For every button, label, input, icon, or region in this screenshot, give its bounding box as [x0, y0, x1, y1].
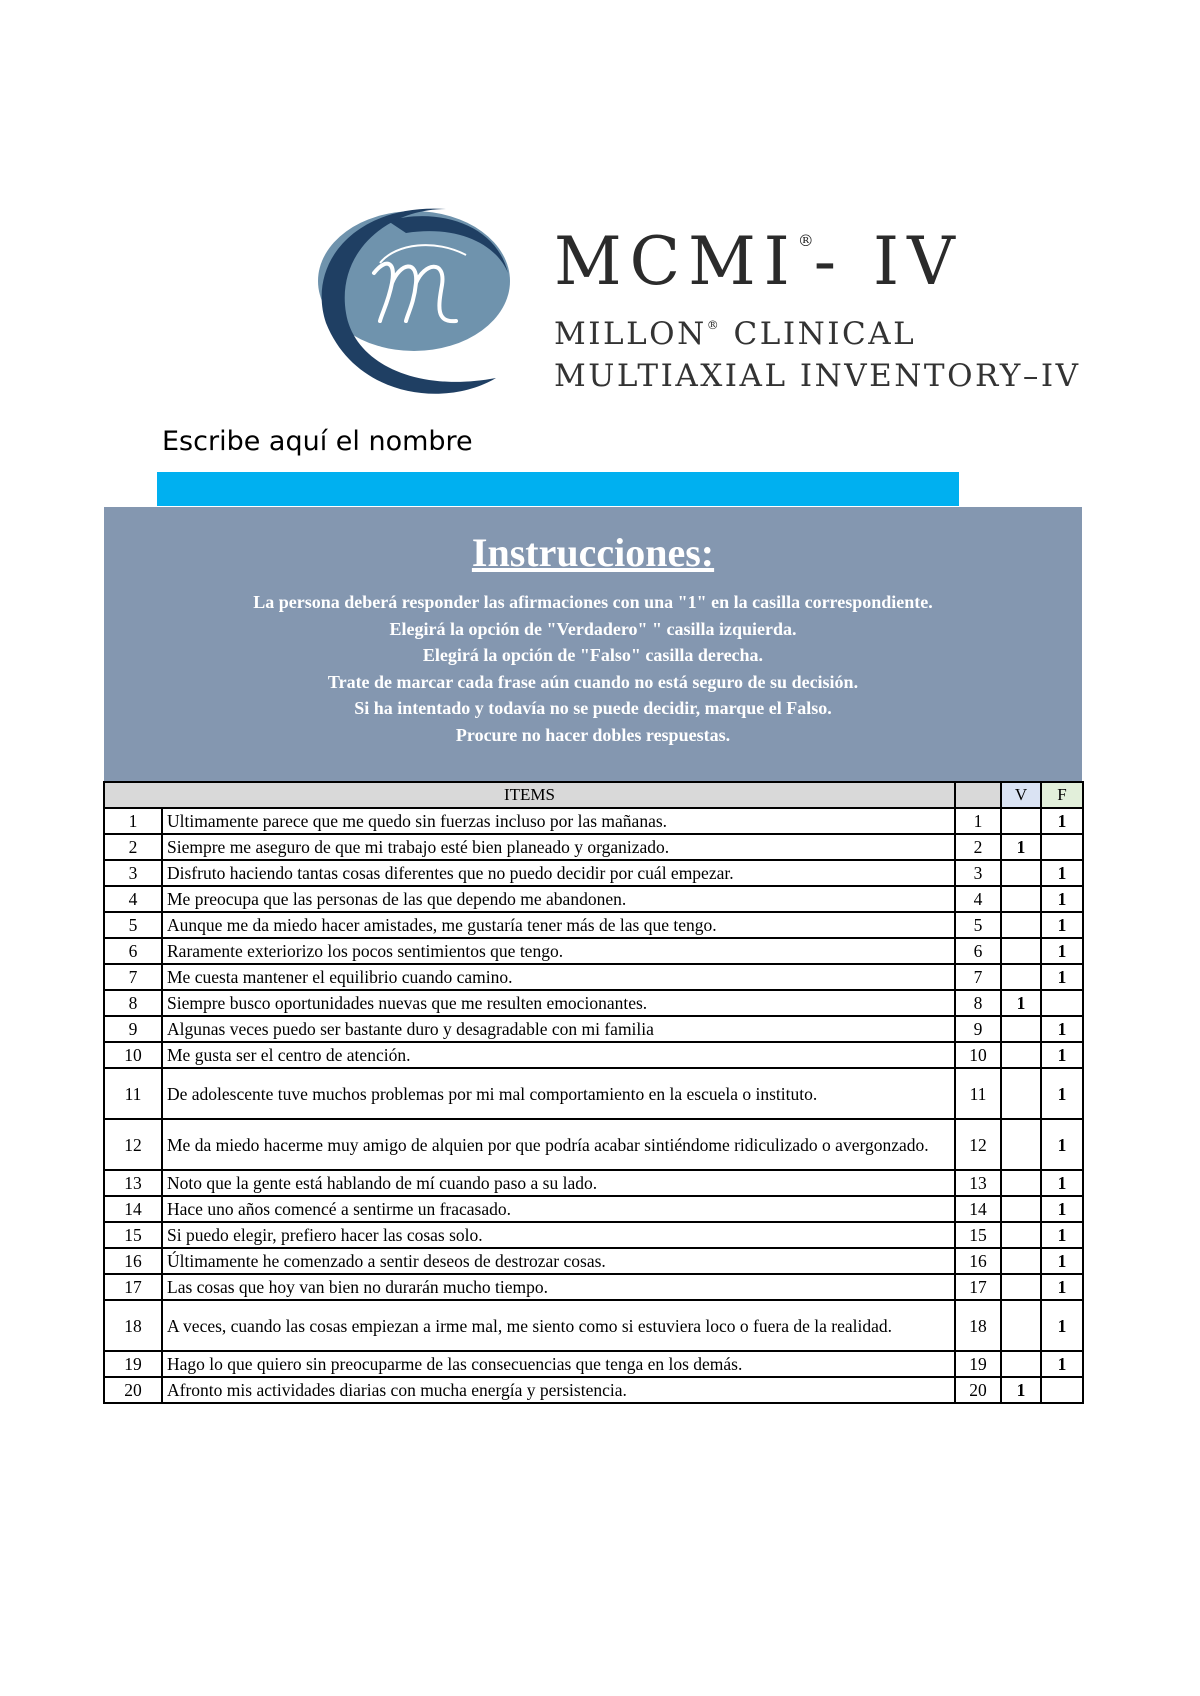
answer-f-cell[interactable]: 1 [1041, 1170, 1083, 1196]
answer-f-cell[interactable]: 1 [1041, 860, 1083, 886]
answer-v-cell[interactable]: 1 [1001, 990, 1041, 1016]
logo-subtitle-line-2: MULTIAXIAL INVENTORY–IV [554, 358, 1081, 394]
item-text: Noto que la gente está hablando de mí cuando paso a su lado. [162, 1170, 955, 1196]
item-number-repeat: 6 [955, 938, 1001, 964]
answer-v-cell[interactable] [1001, 938, 1041, 964]
table-row [104, 808, 1083, 834]
item-number-repeat: 16 [955, 1248, 1001, 1274]
item-text: Disfruto haciendo tantas cosas diferentes que no puedo decidir por cuál empezar. [162, 860, 955, 886]
table-header-row [104, 782, 1083, 808]
answer-f-cell[interactable]: 1 [1041, 1351, 1083, 1377]
answer-v-cell[interactable] [1001, 1222, 1041, 1248]
instruction-line: Elegirá la opción de "Verdadero" " casilla izquierda. [389, 618, 797, 639]
answer-v-cell[interactable]: 1 [1001, 1377, 1041, 1403]
answer-v-cell[interactable] [1001, 1351, 1041, 1377]
answer-v-cell[interactable] [1001, 912, 1041, 938]
table-row [104, 860, 1083, 886]
item-number-repeat: 11 [955, 1068, 1001, 1119]
item-number-repeat: 17 [955, 1274, 1001, 1300]
item-number: 5 [104, 912, 162, 938]
answer-f-cell[interactable]: 1 [1041, 912, 1083, 938]
table-row [104, 834, 1083, 860]
item-number-repeat: 18 [955, 1300, 1001, 1351]
answer-f-cell[interactable]: 1 [1041, 1196, 1083, 1222]
table-row [104, 1377, 1083, 1403]
logo-subtitle-line-1: MILLON® CLINICAL [554, 316, 917, 352]
table-row [104, 1196, 1083, 1222]
answer-v-cell[interactable] [1001, 1170, 1041, 1196]
instructions-title: Instrucciones: [471, 530, 715, 575]
item-text: Me da miedo hacerme muy amigo de alquien por que podría acabar sintiéndome ridiculizado o avergonzado. [162, 1119, 955, 1170]
item-number: 8 [104, 990, 162, 1016]
millon-m-emblem-icon [296, 203, 526, 403]
item-number: 18 [104, 1300, 162, 1351]
answer-f-cell[interactable]: 1 [1041, 1042, 1083, 1068]
answer-f-cell[interactable]: 1 [1041, 938, 1083, 964]
item-number: 12 [104, 1119, 162, 1170]
answer-v-cell[interactable] [1001, 1068, 1041, 1119]
item-number: 6 [104, 938, 162, 964]
answer-f-cell[interactable] [1041, 834, 1083, 860]
item-text: A veces, cuando las cosas empiezan a irme mal, me siento como si estuviera loco o fuera de la realidad. [162, 1300, 955, 1351]
item-number: 10 [104, 1042, 162, 1068]
item-number: 14 [104, 1196, 162, 1222]
answer-f-cell[interactable]: 1 [1041, 964, 1083, 990]
header-f: F [1041, 782, 1083, 808]
item-number-repeat: 14 [955, 1196, 1001, 1222]
item-number-repeat: 5 [955, 912, 1001, 938]
item-text: Aunque me da miedo hacer amistades, me gustaría tener más de las que tengo. [162, 912, 955, 938]
item-text: Me gusta ser el centro de atención. [162, 1042, 955, 1068]
table-row [104, 990, 1083, 1016]
item-number-repeat: 1 [955, 808, 1001, 834]
answer-f-cell[interactable]: 1 [1041, 1119, 1083, 1170]
instruction-line: La persona deberá responder las afirmaciones con una "1" en la casilla correspondiente. [253, 592, 933, 612]
item-text: Me preocupa que las personas de las que dependo me abandonen. [162, 886, 955, 912]
table-row [104, 1351, 1083, 1377]
item-number: 19 [104, 1351, 162, 1377]
item-text: Las cosas que hoy van bien no durarán mucho tiempo. [162, 1274, 955, 1300]
answer-v-cell[interactable] [1001, 1274, 1041, 1300]
answer-v-cell[interactable]: 1 [1001, 834, 1041, 860]
item-number: 11 [104, 1068, 162, 1119]
item-number: 2 [104, 834, 162, 860]
table-row [104, 964, 1083, 990]
item-number-repeat: 20 [955, 1377, 1001, 1403]
item-text: Ultimamente parece que me quedo sin fuerzas incluso por las mañanas. [162, 808, 955, 834]
answer-v-cell[interactable] [1001, 1300, 1041, 1351]
item-text: Raramente exteriorizo los pocos sentimientos que tengo. [162, 938, 955, 964]
table-row [104, 1119, 1083, 1170]
table-row [104, 1274, 1083, 1300]
item-number: 17 [104, 1274, 162, 1300]
item-number-repeat: 9 [955, 1016, 1001, 1042]
header-blank [955, 782, 1001, 808]
table-row [104, 912, 1083, 938]
item-number-repeat: 10 [955, 1042, 1001, 1068]
answer-v-cell[interactable] [1001, 964, 1041, 990]
item-text: Hace uno años comencé a sentirme un fracasado. [162, 1196, 955, 1222]
item-number-repeat: 7 [955, 964, 1001, 990]
item-number: 16 [104, 1248, 162, 1274]
table-row [104, 938, 1083, 964]
answer-v-cell[interactable] [1001, 1016, 1041, 1042]
answer-f-cell[interactable]: 1 [1041, 1068, 1083, 1119]
answer-f-cell[interactable]: 1 [1041, 886, 1083, 912]
table-row [104, 1222, 1083, 1248]
item-number-repeat: 12 [955, 1119, 1001, 1170]
answer-v-cell[interactable] [1001, 1196, 1041, 1222]
item-number: 20 [104, 1377, 162, 1403]
item-text: Algunas veces puedo ser bastante duro y desagradable con mi familia [162, 1016, 955, 1042]
table-row [104, 1300, 1083, 1351]
table-row [104, 1248, 1083, 1274]
instruction-line: Si ha intentado y todavía no se puede decidir, marque el Falso. [354, 698, 832, 718]
header-v: V [1001, 782, 1041, 808]
name-label: Escribe aquí el nombre [162, 426, 473, 457]
answer-f-cell[interactable]: 1 [1041, 1274, 1083, 1300]
item-number-repeat: 13 [955, 1170, 1001, 1196]
item-text: Últimamente he comenzado a sentir deseos de destrozar cosas. [162, 1248, 955, 1274]
item-text: De adolescente tuve muchos problemas por mi mal comportamiento en la escuela o instituto. [162, 1068, 955, 1119]
answer-f-cell[interactable]: 1 [1041, 1222, 1083, 1248]
item-number-repeat: 8 [955, 990, 1001, 1016]
item-number: 13 [104, 1170, 162, 1196]
header-items: ITEMS [104, 782, 955, 808]
item-text: Siempre busco oportunidades nuevas que me resulten emocionantes. [162, 990, 955, 1016]
logo-title: MCMI®- IV [554, 223, 963, 300]
item-number-repeat: 3 [955, 860, 1001, 886]
answer-f-cell[interactable]: 1 [1041, 1016, 1083, 1042]
item-text: Hago lo que quiero sin preocuparme de las consecuencias que tenga en los demás. [162, 1351, 955, 1377]
item-text: Afronto mis actividades diarias con mucha energía y persistencia. [162, 1377, 955, 1403]
answer-v-cell[interactable] [1001, 860, 1041, 886]
item-number: 4 [104, 886, 162, 912]
item-number-repeat: 2 [955, 834, 1001, 860]
answer-v-cell[interactable] [1001, 1119, 1041, 1170]
instruction-line: Elegirá la opción de "Falso" casilla derecha. [422, 645, 764, 665]
item-number: 1 [104, 808, 162, 834]
item-number: 3 [104, 860, 162, 886]
answer-v-cell[interactable] [1001, 808, 1041, 834]
item-text: Si puedo elegir, prefiero hacer las cosas solo. [162, 1222, 955, 1248]
table-row [104, 1068, 1083, 1119]
answer-f-cell[interactable] [1041, 1377, 1083, 1403]
answer-v-cell[interactable] [1001, 1042, 1041, 1068]
table-row [104, 1170, 1083, 1196]
item-number: 9 [104, 1016, 162, 1042]
instructions-box [104, 507, 1082, 782]
item-text: Siempre me aseguro de que mi trabajo esté bien planeado y organizado. [162, 834, 955, 860]
mcmi-logo [296, 203, 1081, 403]
answer-v-cell[interactable] [1001, 1248, 1041, 1274]
answer-f-cell[interactable]: 1 [1041, 1248, 1083, 1274]
answer-f-cell[interactable] [1041, 990, 1083, 1016]
item-number-repeat: 15 [955, 1222, 1001, 1248]
table-row [104, 886, 1083, 912]
instruction-line: Procure no hacer dobles respuestas. [455, 724, 731, 745]
answer-f-cell[interactable]: 1 [1041, 1300, 1083, 1351]
name-input[interactable] [157, 472, 959, 506]
instructions-lines [104, 589, 1082, 748]
item-number-repeat: 19 [955, 1351, 1001, 1377]
instruction-line: Trate de marcar cada frase aún cuando no está seguro de su decisión. [327, 671, 859, 692]
item-number-repeat: 4 [955, 886, 1001, 912]
item-text: Me cuesta mantener el equilibrio cuando camino. [162, 964, 955, 990]
answer-f-cell[interactable]: 1 [1041, 808, 1083, 834]
items-table [103, 781, 1084, 1404]
table-row [104, 1042, 1083, 1068]
item-number: 7 [104, 964, 162, 990]
answer-v-cell[interactable] [1001, 886, 1041, 912]
table-row [104, 1016, 1083, 1042]
item-number: 15 [104, 1222, 162, 1248]
